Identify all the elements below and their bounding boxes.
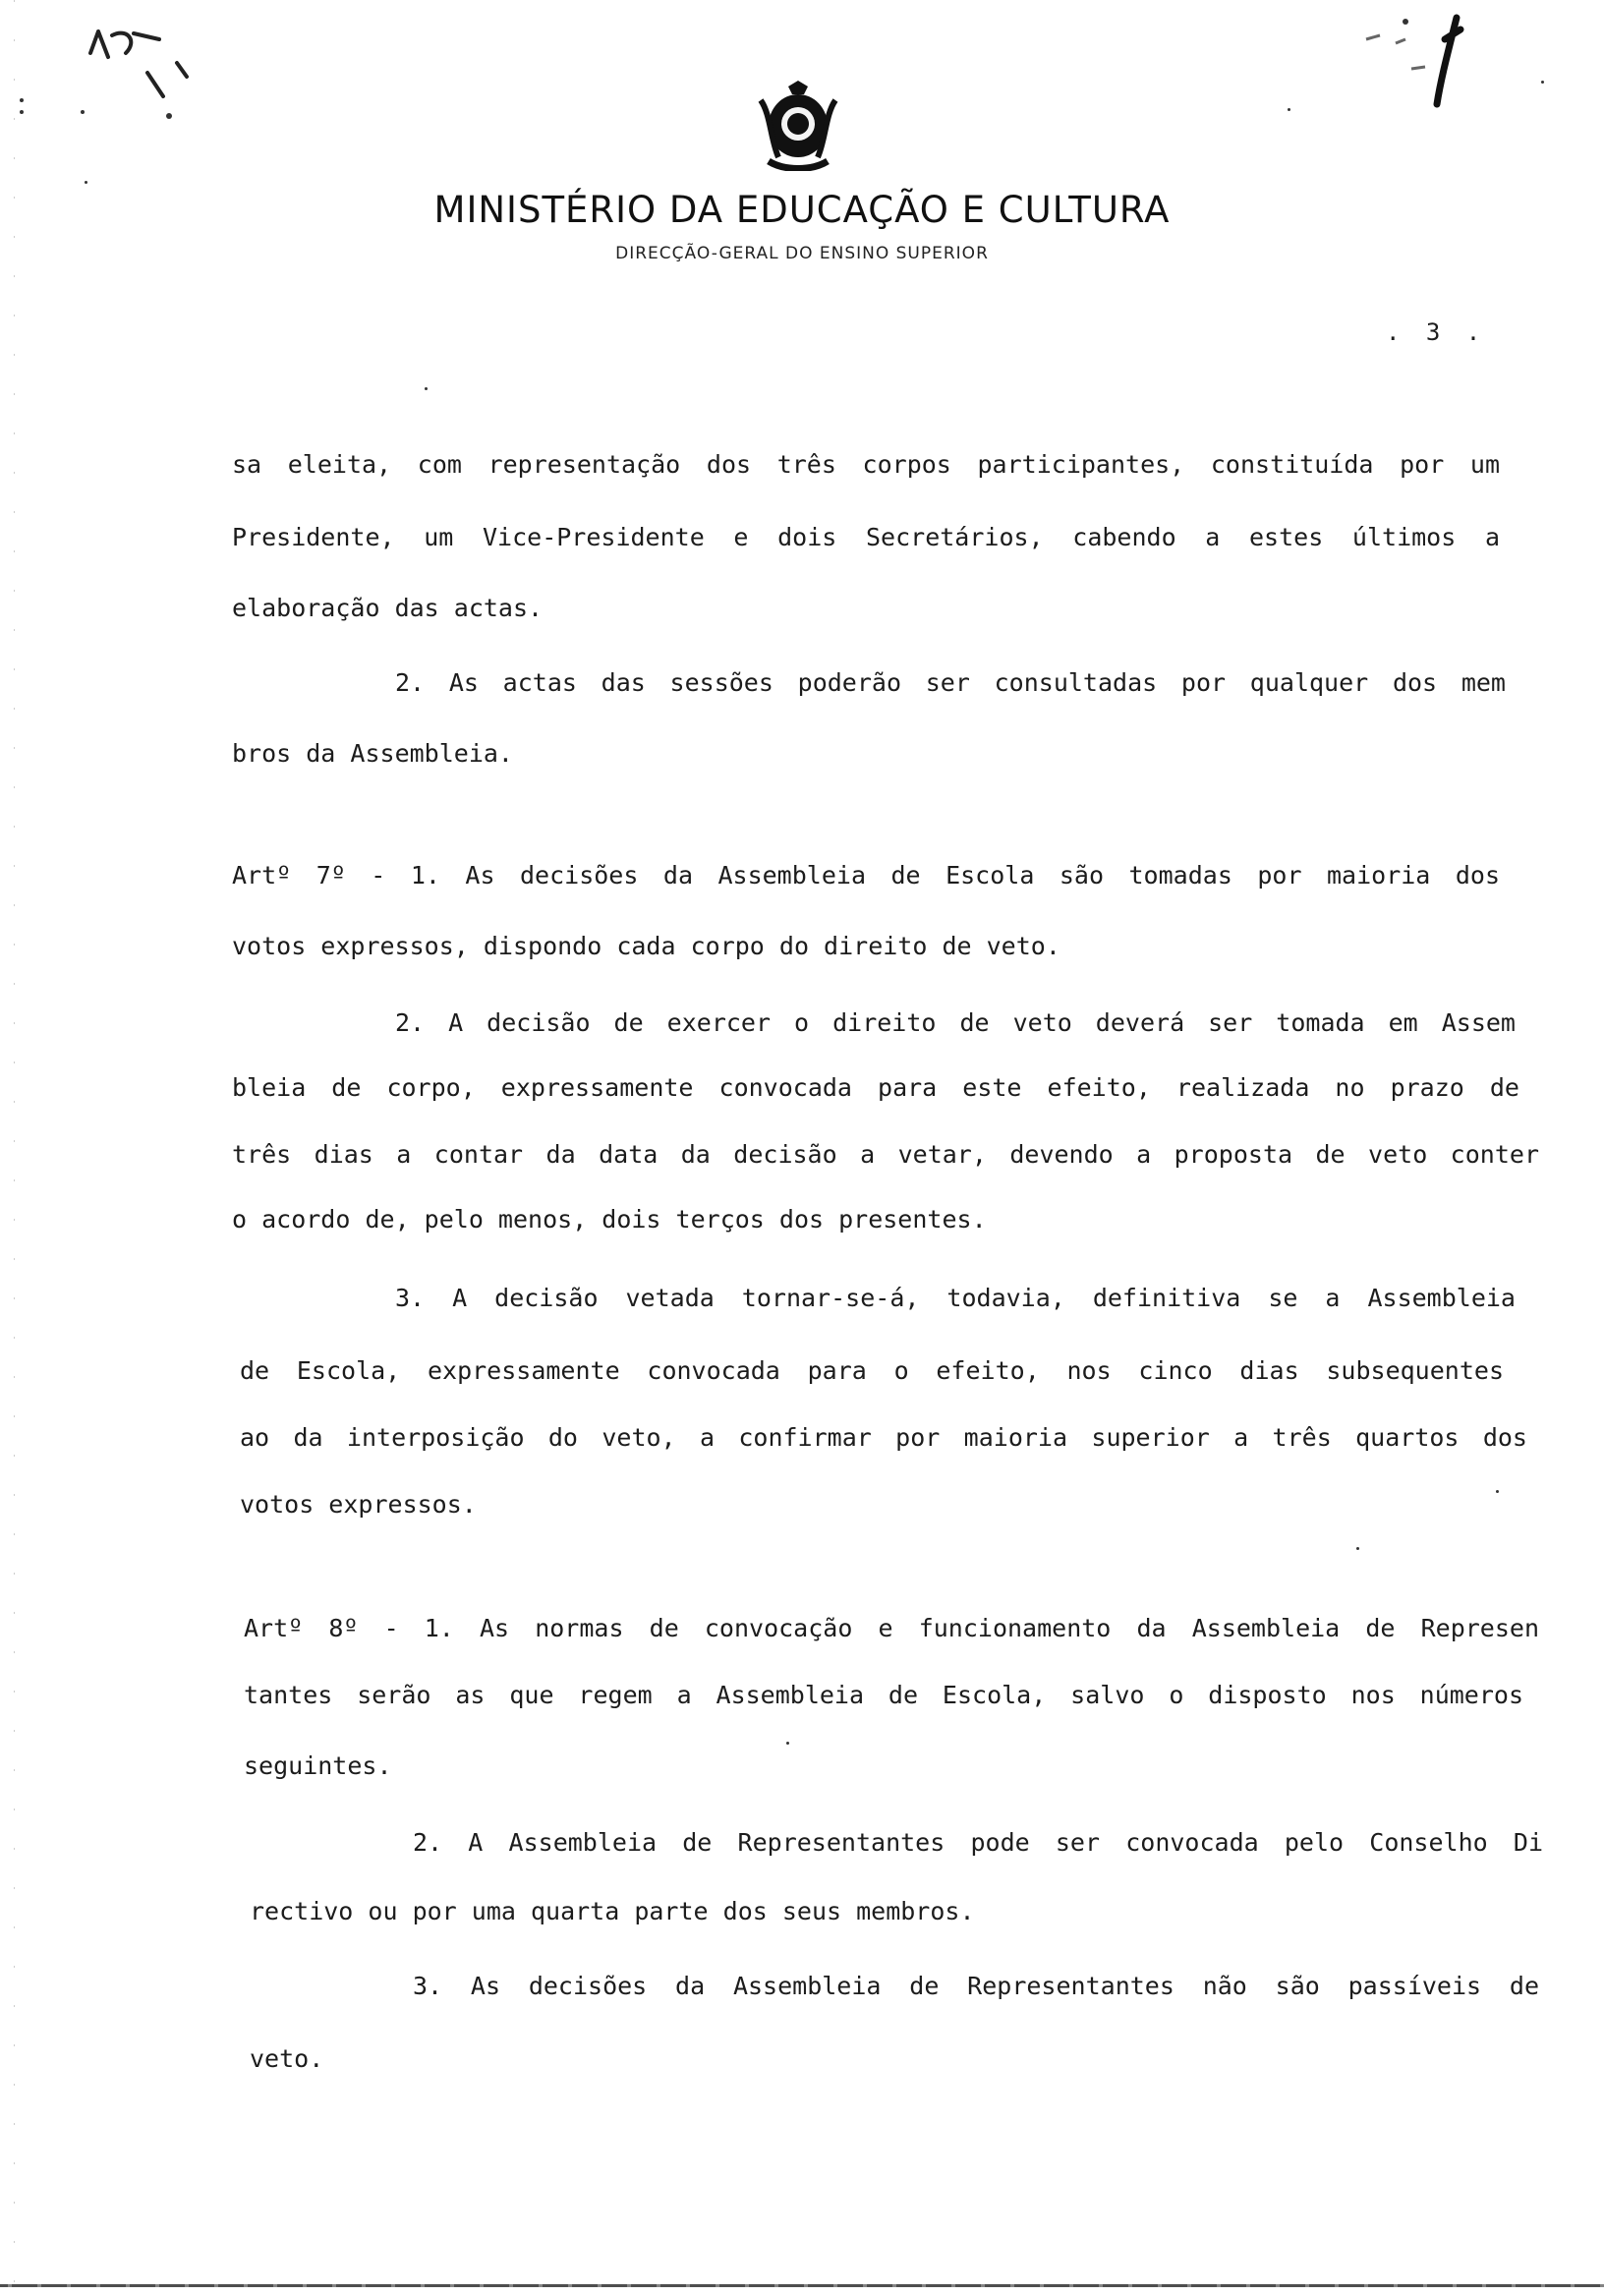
text-line-1: sa eleita, com representação dos três corpos participantes, constituída por um — [232, 450, 1500, 479]
text-line-2: Presidente, um Vice-Presidente e dois Secretários, cabendo a estes últimos a — [232, 523, 1500, 551]
text-line-6: Artº 7º - 1. As decisões da Assembleia de Escola são tomadas por maioria dos — [232, 861, 1500, 890]
scan-speck — [1356, 1547, 1359, 1550]
scan-speck — [786, 1742, 789, 1745]
coat-of-arms-icon — [749, 81, 847, 171]
text-line-13: de Escola, expressamente convocada para o efeito, nos cinco dias subsequentes — [240, 1356, 1504, 1385]
scan-speck — [20, 110, 24, 114]
scan-speck — [425, 387, 428, 390]
scan-speck — [1288, 108, 1290, 111]
corner-mark-left — [69, 14, 206, 122]
text-line-4: 2. As actas das sessões poderão ser consultadas por qualquer dos mem — [395, 668, 1506, 697]
text-line-15: votos expressos. — [240, 1490, 477, 1519]
text-line-5: bros da Assembleia. — [232, 739, 513, 768]
scan-speck — [20, 98, 24, 102]
text-line-21: 3. As decisões da Assembleia de Representantes não são passíveis de — [413, 1972, 1539, 2000]
direction-subtitle: DIRECÇÃO-GERAL DO ENSINO SUPERIOR — [615, 244, 989, 263]
ministry-title: MINISTÉRIO DA EDUCAÇÃO E CULTURA — [433, 189, 1171, 231]
text-line-14: ao da interposição do veto, a confirmar por maioria superior a três quartos dos — [240, 1423, 1527, 1452]
text-line-17: tantes serão as que regem a Assembleia de Escola, salvo o disposto nos números — [244, 1681, 1523, 1709]
text-line-18: seguintes. — [244, 1751, 392, 1780]
text-line-9: bleia de corpo, expressamente convocada para este efeito, realizada no prazo de — [232, 1073, 1519, 1102]
scan-speck — [1541, 81, 1544, 84]
text-line-20: rectivo ou por uma quarta parte dos seus membros. — [250, 1897, 975, 1925]
scan-bottom-edge — [0, 2284, 1604, 2287]
corner-mark-right — [1346, 10, 1494, 118]
text-line-10: três dias a contar da data da decisão a vetar, devendo a proposta de veto conter — [232, 1140, 1539, 1169]
text-line-22: veto. — [250, 2044, 324, 2073]
text-line-3: elaboração das actas. — [232, 594, 544, 622]
text-line-7: votos expressos, dispondo cada corpo do direito de veto. — [232, 932, 1060, 960]
text-line-12: 3. A decisão vetada tornar-se-á, todavia, definitiva se a Assembleia — [395, 1284, 1516, 1312]
text-line-11: o acordo de, pelo menos, dois terços dos presentes. — [232, 1205, 987, 1234]
scan-speck — [85, 181, 87, 184]
text-line-19: 2. A Assembleia de Representantes pode ser convocada pelo Conselho Di — [413, 1828, 1543, 1857]
scan-edge — [14, 0, 15, 2296]
scan-speck — [1496, 1490, 1499, 1493]
text-line-16: Artº 8º - 1. As normas de convocação e funcionamento da Assembleia de Represen — [244, 1614, 1539, 1642]
page-number: . 3 . — [1386, 318, 1487, 346]
text-line-8: 2. A decisão de exercer o direito de veto deverá ser tomada em Assem — [395, 1008, 1516, 1037]
